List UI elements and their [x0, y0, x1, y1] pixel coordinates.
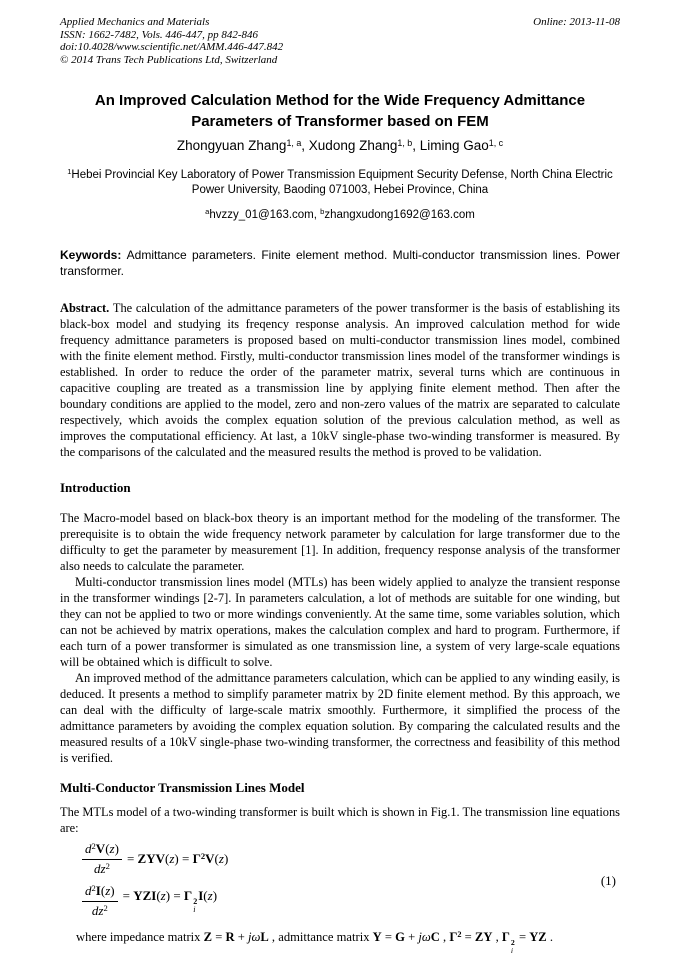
page-header — [60, 16, 620, 66]
section-heading-introduction: Introduction — [60, 480, 131, 495]
equation-2 — [82, 883, 620, 920]
paper-title-line-1: An Improved Calculation Method for the Wide Frequency Admittance — [94, 92, 586, 109]
issn-line: ISSN: 1662-7482, Vols. 446-447, pp 842-846 — [60, 28, 258, 41]
intro-paragraph-3: An improved method of the admittance parameters calculation, which can be applied to any winding easily, is deduced. It presents a method to simplify parameter matrix by 2D finite element method. By this approach, we can deal with the difficulty of large-scale matrix smoothly. Furthermore, it simplified the process of the admittance parameters by avoiding the complex equation solution. By comparing the calculated results and the measured results of a 10kV single-phase two-winding transformer, the correctness and feasibility of this method is verified. — [60, 671, 620, 765]
equation-1-rhs: = $ZYV(z) = \Gamma^2V(z)$ — [126, 850, 229, 866]
intro-paragraph-1: The Macro-model based on black-box theory is an important method for the modeling of the transformer. The prerequisite is to obtain the wide frequency network parameter by calculation for large transformer due to the difficulty to get the parameter by measurement [1]. In addition, frequency response analysis of the transformer also needs to calculate the parameter. — [60, 511, 620, 573]
fraction-numerator: $d^2I(z)$ — [82, 883, 118, 902]
fraction-denominator: $dz^2$ — [91, 902, 108, 918]
paper-title — [60, 90, 620, 132]
authors-line: Zhongyuan Zhang$^{1, a}$, Xudong Zhang$^{1, b}$, Liming Gao$^{1, c}$ — [176, 137, 504, 153]
equation-block — [60, 841, 620, 920]
publication-info — [60, 16, 283, 66]
fraction-denominator: $dz^2$ — [94, 860, 110, 876]
copyright-line: © 2014 Trans Tech Publications Ltd, Switzerland — [60, 53, 278, 66]
mtl-paragraph: The MTLs model of a two-winding transformer is built which is shown in Fig.1. The transmission line equations are: — [60, 805, 620, 835]
paper-title-line-2: Parameters of Transformer based on FEM — [191, 113, 489, 130]
keywords: Keywords: Admittance parameters. Finite element method. Multi-conductor transmission lines. Power transformer. — [60, 248, 620, 278]
fraction-numerator: $d^2V(z)$ — [82, 841, 122, 860]
equation-1 — [82, 841, 620, 878]
doi-line: doi:10.4028/www.scientific.net/AMM.446-447.842 — [60, 41, 284, 53]
section-heading-mtl: Multi-Conductor Transmission Lines Model — [60, 780, 305, 795]
equation-2-rhs: = YZI(z) = Γ 2 i I(z) — [122, 888, 218, 915]
fraction-current — [82, 883, 118, 920]
equation-number: (1) — [600, 872, 616, 888]
intro-paragraph-2: Multi-conductor transmission lines model (MTLs) has been widely applied to analyze the transient response in the transformer windings [2-7]. In parameters calculation, a lot of methods are suitable for one winding, but they can not be applied to two or more windings conveniently. At the same time, some variables solution, which can not be achieved by matrix operations, makes the calculation complex and hard to program. Furthermore, if each turn of a power transformer is simulated as one transmission line, a system of very large-scale equations will be obtained which is difficult to solve. — [60, 575, 620, 669]
fraction-voltage — [82, 841, 122, 878]
email-line: $^a$hvzzy_01@163.com, $^b$zhangxudong1692@163.com — [205, 207, 475, 221]
abstract: Abstract. The calculation of the admittance parameters of the power transformer is the basis of establishing its black-box model and studying its freqency response analysis. An improved calculation method for wide frequency admittance parameters is proposed based on multi-conductor transmission lines model, combined with the finite element method. Firstly, multi-conductor transmission lines model of the transformer windings is established. In order to reduce the order of the parameter matrix, several turns which are continuous in capacitive coupling are treated as a transmission line by applying finite element method. Then after the boundary conditions are applied to the model, zero and non-zero values of the matrix are separated to calculate respectively, which avoids the complex equation solution of the previous calculation method, as well as improves the computational efficiency. At last, a 10kV single-phase two-winding transformer is measured. By the comparisons of the calculated and the measured results the method is proved to be validation. — [60, 301, 620, 459]
where-clause: where impedance matrix Z = R + jωL , admittance matrix Y = G + jωC , $\Gamma^2$ = ZY , Γ 2 i = YZ . — [76, 929, 553, 955]
affiliation: $^1$Hebei Provincial Key Laboratory of Power Transmission Equipment Security Defense, North China Electric Power University, Baoding 071003, Hebei Province, China — [67, 167, 613, 196]
journal-name: Applied Mechanics and Materials — [60, 16, 210, 28]
online-date: Online: 2013-11-08 — [533, 16, 620, 28]
